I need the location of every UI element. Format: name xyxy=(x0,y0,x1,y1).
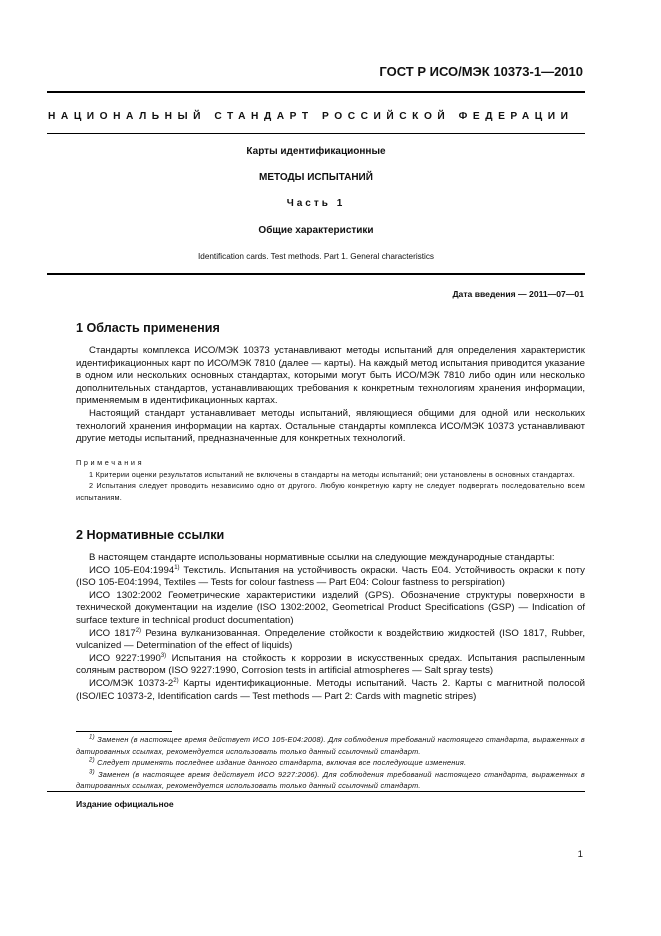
footnote-mark: 3) xyxy=(160,652,167,659)
note-1: 1 Критерии оценки результатов испытаний не включены в стандарты на методы испытаний; они установлены в основных стандартах. xyxy=(89,469,576,479)
national-standard-title: НАЦИОНАЛЬНЫЙ СТАНДАРТ РОССИЙСКОЙ ФЕДЕРАЦИИ xyxy=(48,111,574,122)
section-1-body xyxy=(76,345,585,446)
footnote-3 xyxy=(76,769,585,792)
title-line-2: МЕТОДЫ ИСПЫТАНИЙ xyxy=(259,172,373,183)
reference-code: ИСО 105-E04:1994 xyxy=(89,564,175,576)
title-line-1: Карты идентификационные xyxy=(246,146,386,157)
footnote-mark: 2) xyxy=(89,757,95,764)
reference-code: ИСО/МЭК 10373-2 xyxy=(89,677,174,689)
section-2-intro: В настоящем стандарте использованы нормативные ссылки на следующие международные стандарты: xyxy=(89,552,555,563)
reference-item xyxy=(76,653,585,678)
reference-code: ИСО 9227:1990 xyxy=(89,652,161,664)
reference-text: Резина вулканизованная. Определение стойкости к воздействию жидкостей (ISO 1817, Rubber, vulcanized — Determination of the effect of liquids) xyxy=(76,627,585,652)
top-rule xyxy=(47,91,585,93)
title-bottom-rule xyxy=(47,273,585,275)
footnote-mark: 2) xyxy=(173,677,179,684)
reference-item xyxy=(76,565,585,590)
footnote-mark: 3) xyxy=(89,769,95,776)
edition-label: Издание официальное xyxy=(76,799,174,809)
footnote-text: Следует применять последнее издание данного стандарта, включая все последующие изменения. xyxy=(94,758,467,767)
footer-rule xyxy=(47,791,585,792)
footnotes-block xyxy=(76,734,585,792)
footnote-mark: 2) xyxy=(135,627,142,634)
section-2-heading: 2 Нормативные ссылки xyxy=(76,528,225,542)
notes-block xyxy=(76,457,585,503)
footnote-1 xyxy=(76,734,585,757)
section-2-body xyxy=(76,552,585,703)
footnote-separator xyxy=(76,731,172,732)
page-number: 1 xyxy=(577,849,583,860)
title-rule xyxy=(47,133,585,134)
reference-code: ИСО 1302:2002 xyxy=(89,589,162,601)
notes-heading: Примечания xyxy=(76,458,145,467)
intro-date: Дата введения — 2011—07—01 xyxy=(452,289,584,299)
title-english: Identification cards. Test methods. Part 1. General characteristics xyxy=(197,252,435,261)
section-1-heading: 1 Область применения xyxy=(76,321,220,335)
reference-text: Текстиль. Испытания на устойчивость окраски. Часть E04. Устойчивость окраски к поту (ISO 105-E04:1994, Textiles — Tests for colour fastness — Part E04: Colour fastness to perspiration) xyxy=(76,564,585,589)
reference-code: ИСО 1817 xyxy=(89,627,136,639)
note-2: 2 Испытания следует проводить независимо одно от другого. Любую конкретную карту не следует подвергать последовательно всем испытаниям. xyxy=(76,481,585,502)
footnote-text: Заменен (в настоящее время действует ИСО 105-E04:2008). Для соблюдения требований настоящего стандарта, выраженных в датированных ссылках, рекомендуется использовать только данный ссылочный стандарт. xyxy=(76,735,585,756)
reference-text: Карты идентификационные. Методы испытаний. Часть 2. Карты с магнитной полосой (ISO/IEC 10373-2, Identification cards — Test methods — Part 2: Cards with magnetic stripes) xyxy=(76,677,586,702)
section-1-paragraph-2: Настоящий стандарт устанавливает методы испытаний, являющиеся общими для одной или нескольких технологий хранения информации на картах. Остальные стандарты комплекса ИСО/МЭК 10373 устанавливают другие методы испытаний, предназначенные для конкретных технологий. xyxy=(76,407,585,445)
reference-item xyxy=(76,590,585,628)
reference-text: Геометрические характеристики изделий (GPS). Обозначение структуры поверхности в технической документации на изделие (ISO 1302:2002, Geometrical Product Specifications (GSP) — Indication of surface texture in technical product documentation) xyxy=(76,589,585,626)
footnote-2 xyxy=(76,757,585,769)
footnote-text: Заменен (в настоящее время действует ИСО 9227:2006). Для соблюдения требований настоящего стандарта, выраженных в датированных ссылках, рекомендуется использовать только данный ссылочный стандарт. xyxy=(76,769,585,790)
footnote-mark: 1) xyxy=(89,734,95,741)
title-part: Часть 1 xyxy=(286,198,346,209)
title-subtitle: Общие характеристики xyxy=(258,225,374,236)
reference-text: Испытания на стойкость к коррозии в искусственных средах. Испытания распыленным соляным раствором (ISO 9227:1990, Corrosion tests in artificial atmospheres — Salt spray tests) xyxy=(76,652,586,677)
section-1-paragraph-1: Стандарты комплекса ИСО/МЭК 10373 устанавливают методы испытаний для определения характеристик идентификационных карт по ИСО/МЭК 7810 (далее — карты). На каждый метод испытания приводится указание в одном или нескольких основных стандартах, которыми могут быть ИСО/МЭК 7810 либо один или несколько дополнительных стандартов, устанавливающих требования к конкретным технологиям хранения информации, применяемым в идентификационных картах. xyxy=(76,345,585,407)
footnote-mark: 1) xyxy=(174,564,180,571)
reference-item xyxy=(76,678,585,703)
standard-id: ГОСТ Р ИСО/МЭК 10373-1—2010 xyxy=(379,64,583,79)
reference-item xyxy=(76,628,585,653)
